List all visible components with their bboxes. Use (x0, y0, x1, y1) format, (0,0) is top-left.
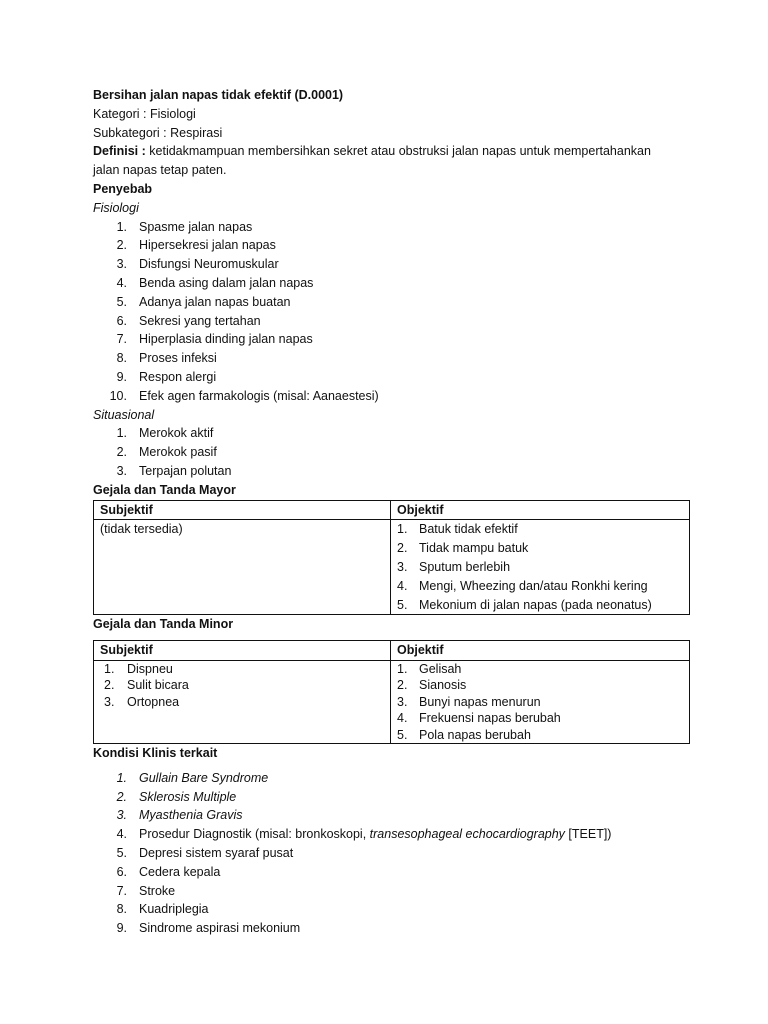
minor-subjektif-cell (94, 660, 391, 743)
list-item: 2. Sianosis (397, 678, 467, 693)
fisiologi-list (93, 218, 693, 406)
document-content (93, 86, 693, 938)
list-item: 3. Disfungsi Neuromuskular (116, 257, 279, 272)
mayor-subjektif-cell (94, 520, 391, 615)
kondisi-list (93, 769, 693, 938)
list-item: 1. Dispneu (104, 661, 173, 676)
situasional-heading: Situasional (93, 407, 155, 422)
list-item: 5. Pola napas berubah (397, 727, 531, 742)
list-item: 2. Tidak mampu batuk (397, 541, 529, 556)
list-item: 9. Respon alergi (116, 369, 217, 384)
list-item: 3. Terpajan polutan (116, 463, 232, 478)
list-item: 2. Merokok pasif (116, 445, 217, 460)
list-item: 1. Spasme jalan napas (116, 219, 253, 234)
mayor-objektif-cell (391, 520, 690, 615)
mayor-objektif-header: Objektif (391, 500, 690, 520)
list-item: 4. Mengi, Wheezing dan/atau Ronkhi kering (397, 578, 648, 593)
list-item: 1. Batuk tidak efektif (397, 522, 518, 537)
list-item: 5. Depresi sistem syaraf pusat (116, 845, 294, 860)
list-item: 9. Sindrome aspirasi mekonium (116, 921, 301, 936)
subkategori-line: Subkategori : Respirasi (93, 125, 223, 140)
mayor-subjektif-header: Subjektif (94, 500, 391, 520)
list-item: 7. Stroke (116, 883, 176, 898)
list-item: 6. Sekresi yang tertahan (116, 313, 261, 328)
list-item: 2. Sklerosis Multiple (116, 789, 237, 804)
list-item: 3. Myasthenia Gravis (116, 808, 243, 823)
list-item: 3. Bunyi napas menurun (397, 694, 541, 709)
minor-objektif-header: Objektif (391, 641, 690, 661)
minor-table (93, 640, 690, 744)
minor-heading: Gejala dan Tanda Minor (93, 617, 234, 632)
list-item: 1. Gullain Bare Syndrome (116, 770, 269, 785)
fisiologi-heading: Fisiologi (93, 200, 139, 215)
minor-objektif-cell (391, 660, 690, 743)
mayor-subjektif-text: (tidak tersedia) (100, 522, 183, 537)
list-item: 6. Cedera kepala (116, 864, 221, 879)
definisi-label: Definisi : (93, 144, 146, 159)
list-item: 1. Merokok aktif (116, 426, 214, 441)
list-item: 8. Kuadriplegia (116, 902, 209, 917)
kondisi-heading: Kondisi Klinis terkait (93, 745, 218, 760)
penyebab-heading: Penyebab (93, 181, 153, 196)
list-item: 1. Gelisah (397, 661, 462, 676)
list-item: 10. Efek agen farmakologis (misal: Aanaestesi) (109, 388, 379, 403)
list-item: 2. Sulit bicara (104, 678, 189, 693)
list-item: 5. Adanya jalan napas buatan (116, 294, 291, 309)
list-item: 3. Ortopnea (104, 694, 180, 709)
list-item: 8. Proses infeksi (116, 351, 217, 366)
list-item: 7. Hiperplasia dinding jalan napas (116, 332, 313, 347)
list-item: 4. Frekuensi napas berubah (397, 711, 561, 726)
mayor-heading: Gejala dan Tanda Mayor (93, 482, 236, 497)
list-item: 5. Mekonium di jalan napas (pada neonatus) (397, 597, 652, 612)
list-item: 4. Prosedur Diagnostik (misal: bronkoskopi, transesophageal echocardiography [TEET]) (116, 827, 612, 842)
situasional-list (93, 424, 693, 480)
list-item: 2. Hipersekresi jalan napas (116, 238, 276, 253)
kategori-line: Kategori : Fisiologi (93, 106, 196, 121)
list-item: 4. Benda asing dalam jalan napas (116, 275, 314, 290)
definisi-line (93, 142, 693, 161)
definisi-text: ketidakmampuan membersihkan sekret atau obstruksi jalan napas untuk mempertahankan (145, 144, 651, 159)
definisi-continuation: jalan napas tetap paten. (93, 163, 227, 178)
document-title: Bersihan jalan napas tidak efektif (D.0001) (93, 88, 344, 102)
mayor-table (93, 500, 690, 616)
list-item: 3. Sputum berlebih (397, 559, 511, 574)
minor-subjektif-header: Subjektif (94, 641, 391, 661)
